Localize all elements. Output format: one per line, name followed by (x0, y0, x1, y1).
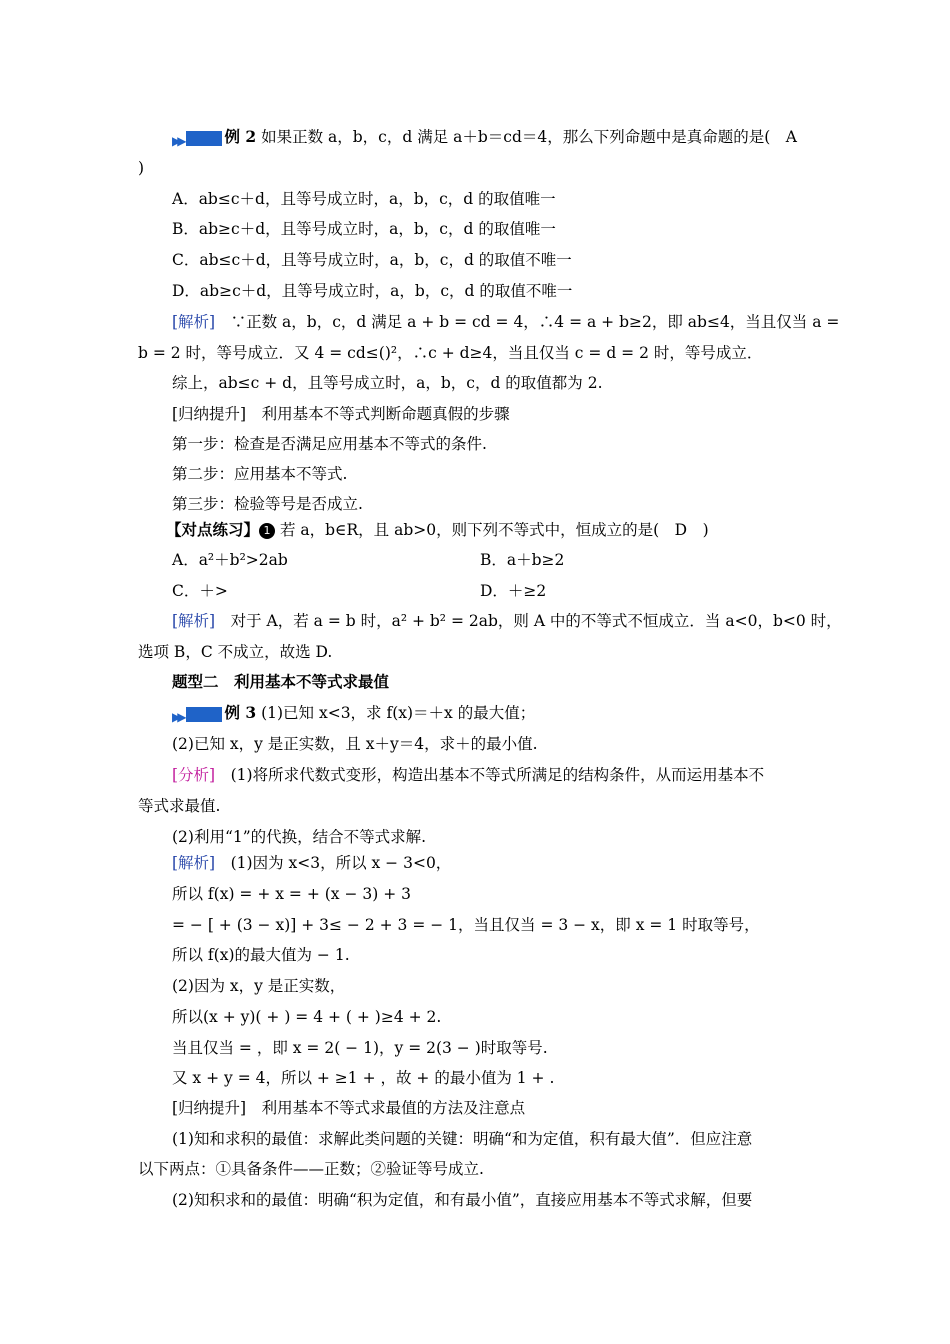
step-1: 第一步：检查是否满足应用基本不等式的条件. (172, 435, 487, 453)
solution-line: = − [ + (3 − x)] + 3≤ − 2 + 3 = − 1，当且仅当 = 3 − x，即 x = 1 时取等号， (172, 916, 760, 934)
practice-analysis-cont: 选项 B，C 不成立，故选 D. (138, 643, 333, 661)
practice-option-d: D．＋≥2 (480, 582, 547, 600)
practice-option-c: C．＋> (172, 582, 228, 600)
step-2: 第二步：应用基本不等式. (172, 465, 348, 483)
summary-2-heading: [归纳提升] 利用基本不等式求最值的方法及注意点 (172, 1099, 526, 1117)
example-3-jiexi: [解析] (1)因为 x<3，所以 x − 3<0， (172, 854, 452, 872)
example-3-fenxi-cont: 等式求最值. (138, 797, 221, 815)
solution-line: 所以(x + y)( + ) = 4 + ( + )≥4 + 2. (172, 1008, 442, 1026)
practice-option-a: A．a²＋b²>2ab (172, 551, 288, 569)
jiexi-tag: [解析] (172, 854, 216, 872)
practice-stem: 【对点练习】 1 若 a，b∈R，且 ab>0，则下列不等式中，恒成立的是( D ) (166, 520, 709, 539)
example-2-stem: ▶▶ 例 2 如果正数 a，b，c，d 满足 a＋b＝cd＝4，那么下列命题中是真命题的是( A (172, 126, 797, 152)
example-2-analysis: [解析] ∵正数 a，b，c，d 满足 a + b = cd = 4，∴4 = a + b≥2，即 ab≤4，当且仅当 a = (172, 313, 840, 331)
summary-2-tag: [归纳提升] (172, 1099, 247, 1117)
summary-2-point-2: (2)知积求和的最值：明确“积为定值，和有最小值”，直接应用基本不等式求解，但要 (172, 1191, 753, 1209)
practice-analysis-tag: [解析] (172, 612, 216, 630)
analysis-tag: [解析] (172, 313, 216, 331)
option-d: D．ab≥c＋d，且等号成立时，a，b，c，d 的取值不唯一 (172, 282, 573, 300)
fenxi-tag: [分析] (172, 766, 216, 784)
number-1-icon: 1 (259, 523, 275, 539)
example-2-analysis-cont: b = 2 时，等号成立．又 4 = cd≤()²，∴c + d≥4，当且仅当 c = d = 2 时，等号成立． (138, 344, 763, 362)
example-2-stem-cont: ) (138, 159, 145, 177)
example-2-label: 例 2 (224, 127, 257, 146)
option-b: B．ab≥c＋d，且等号成立时，a，b，c，d 的取值唯一 (172, 220, 556, 238)
example-marker-icon: ▶▶ (172, 129, 222, 152)
summary-2-point-1: (1)知和求积的最值：求解此类问题的关键：明确“和为定值，积有最大值”．但应注意 (172, 1130, 753, 1148)
solution-line: 所以 f(x)的最大值为 − 1. (172, 946, 350, 964)
practice-tag: 【对点练习】 (166, 520, 260, 539)
example-3-label: 例 3 (224, 703, 257, 722)
option-c: C．ab≤c＋d，且等号成立时，a，b，c，d 的取值不唯一 (172, 251, 572, 269)
example-3-fenxi-2: (2)利用“1”的代换，结合不等式求解. (172, 828, 427, 846)
summary-heading: [归纳提升] 利用基本不等式判断命题真假的步骤 (172, 405, 510, 423)
practice-option-b: B．a＋b≥2 (480, 551, 565, 569)
example-marker-icon: ▶▶ (172, 705, 222, 728)
solution-line: 所以 f(x) = + x = + (x − 3) + 3 (172, 885, 411, 903)
solution-line: 当且仅当 = ，即 x = 2( − 1)，y = 2(3 − )时取等号. (172, 1039, 548, 1057)
example-3-q2: (2)已知 x，y 是正实数，且 x＋y＝4，求＋的最小值. (172, 735, 538, 753)
example-3-q1: ▶▶ 例 3 (1)已知 x<3，求 f(x)＝＋x 的最大值； (172, 702, 535, 728)
practice-analysis: [解析] 对于 A，若 a = b 时，a² + b² = 2ab，则 A 中的不等式不恒成立．当 a<0，b<0 时， (172, 612, 842, 630)
section-2-title: 题型二 利用基本不等式求最值 (172, 672, 390, 691)
option-a: A．ab≤c＋d，且等号成立时，a，b，c，d 的取值唯一 (172, 190, 556, 208)
solution-line: 又 x + y = 4，所以 + ≥1 + ，故 + 的最小值为 1 + . (172, 1069, 555, 1087)
example-2-conclusion: 综上，ab≤c + d，且等号成立时，a，b，c，d 的取值都为 2. (172, 374, 603, 392)
solution-line: (2)因为 x，y 是正实数， (172, 977, 346, 995)
summary-tag: [归纳提升] (172, 405, 247, 423)
summary-2-point-1-cont: 以下两点：①具备条件——正数；②验证等号成立. (138, 1160, 484, 1178)
step-3: 第三步：检验等号是否成立. (172, 495, 363, 513)
example-3-fenxi: [分析] (1)将所求代数式变形，构造出基本不等式所满足的结构条件，从而运用基本不 (172, 766, 765, 784)
